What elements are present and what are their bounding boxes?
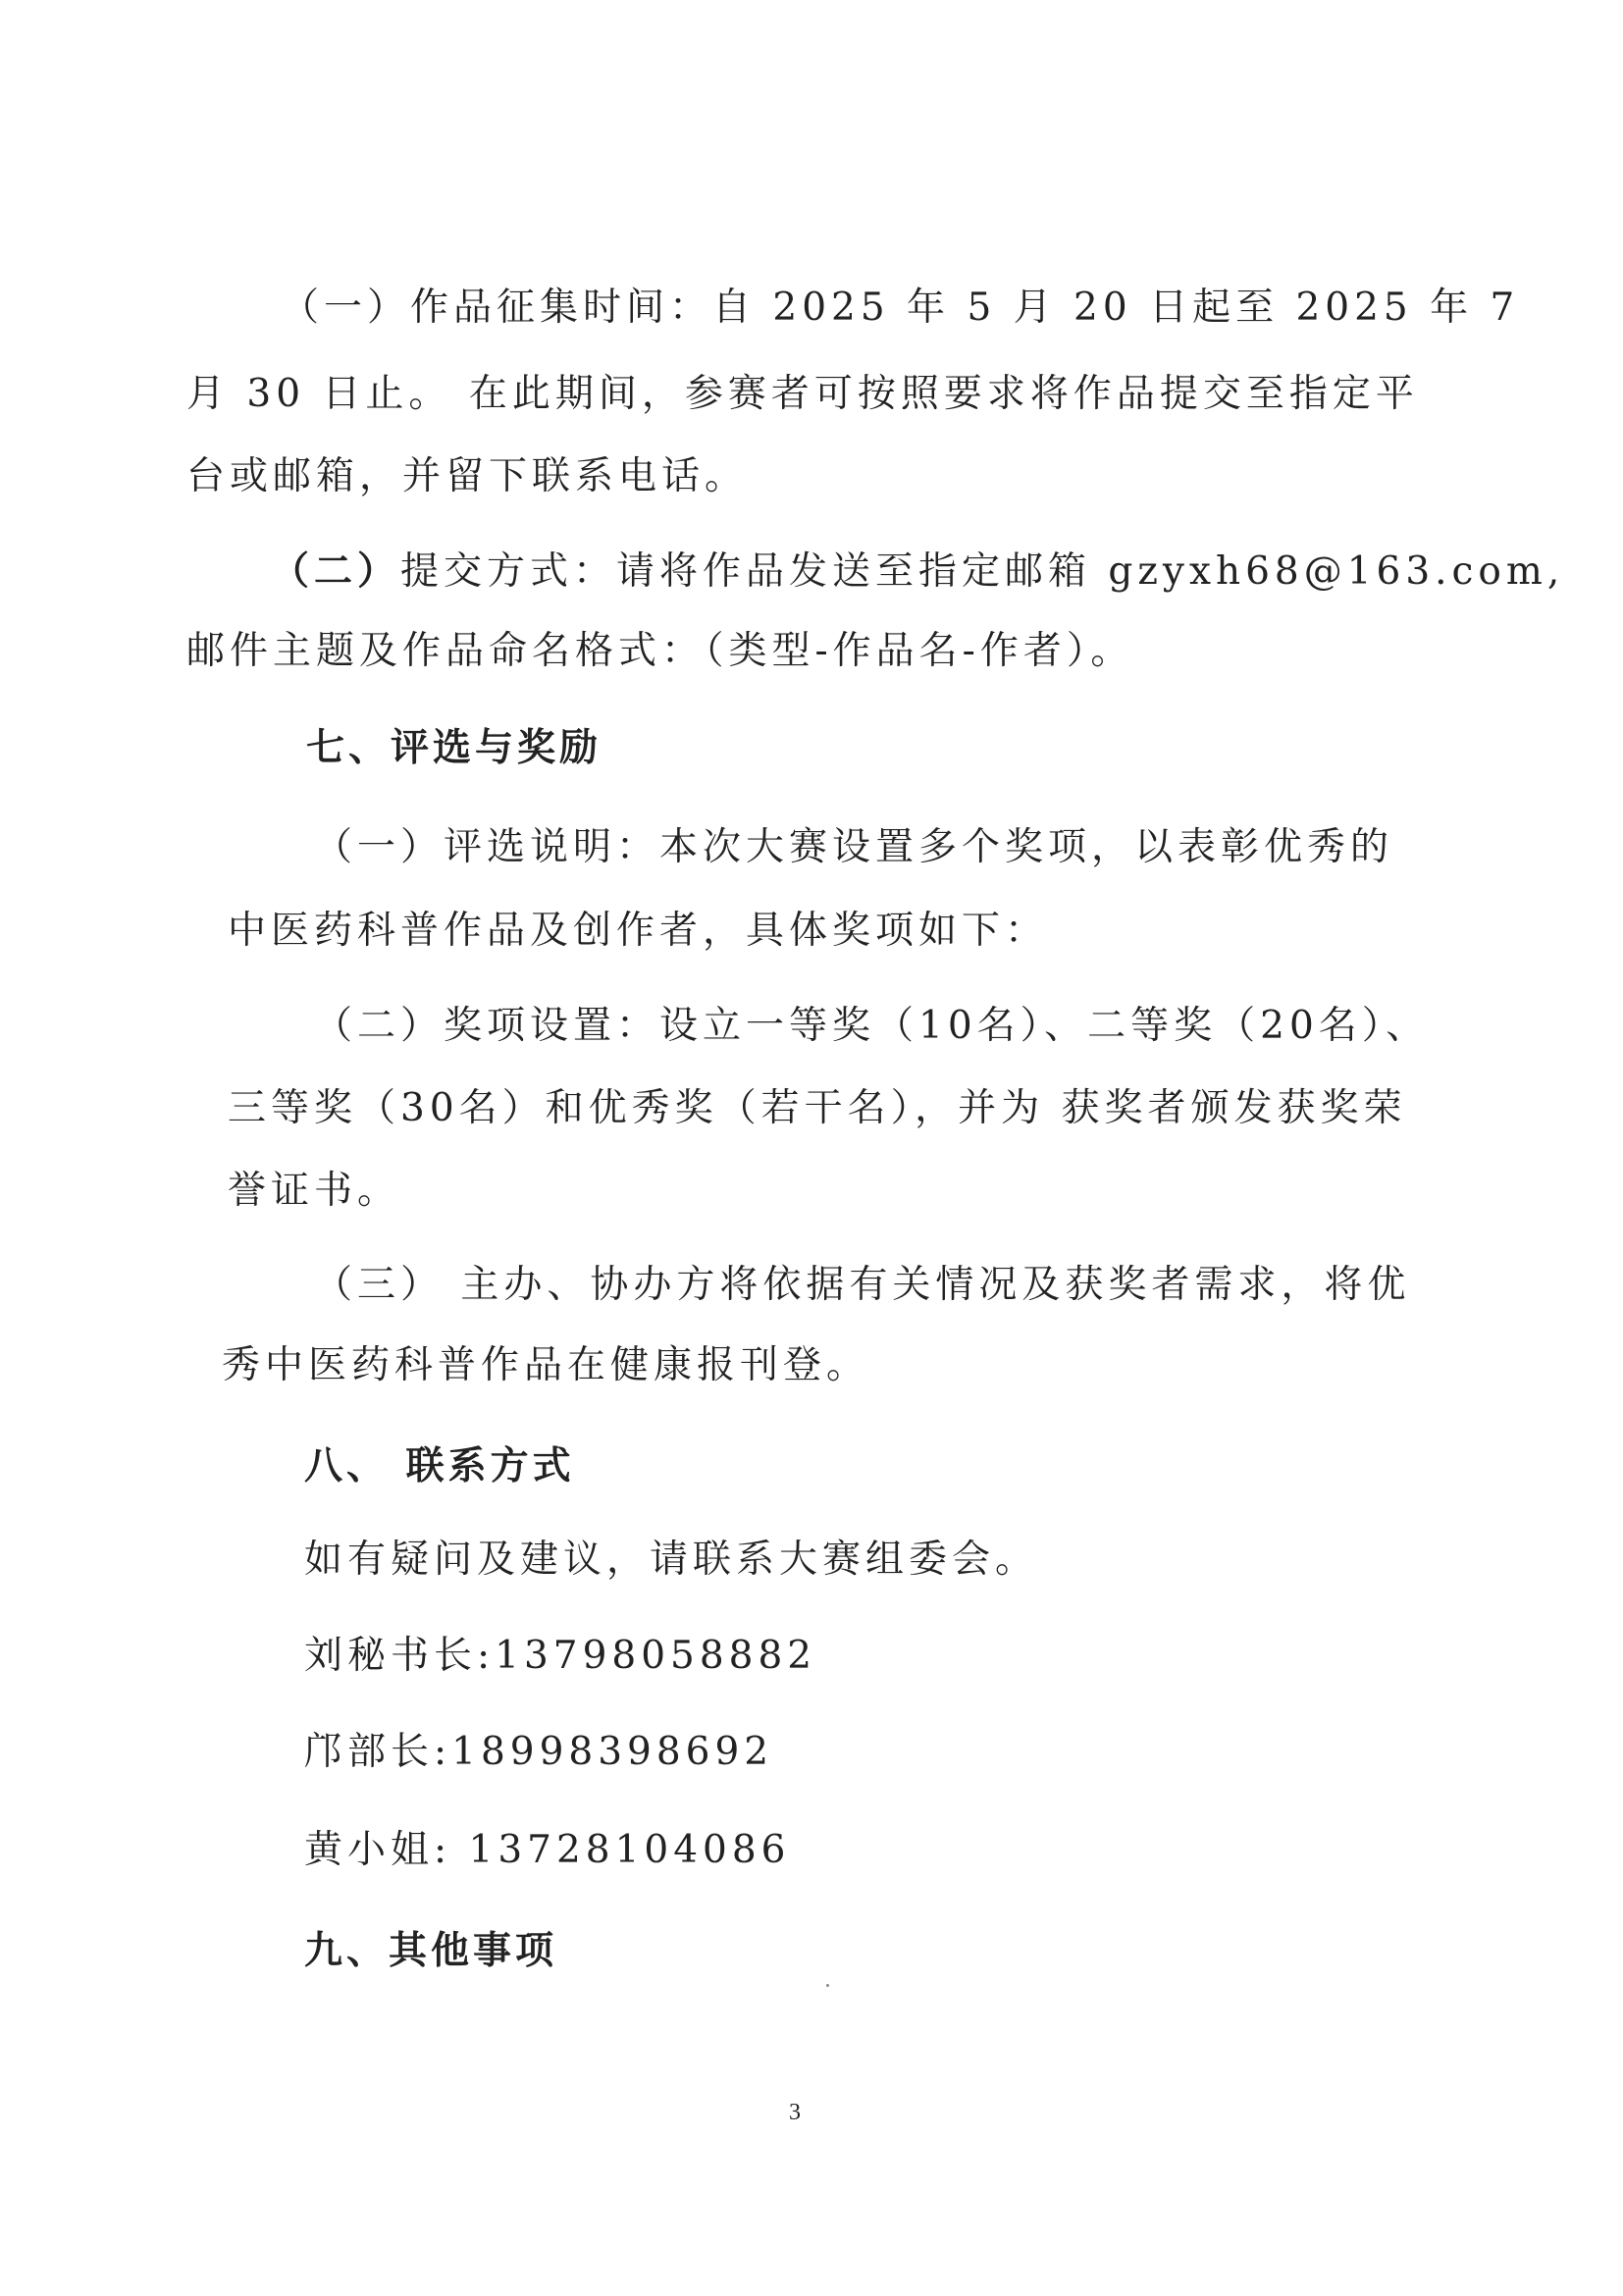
submission-method-label: （二）: [271, 548, 401, 594]
judging-description-line-1: （一）评选说明：本次大赛设置多个奖项，以表彰优秀的: [314, 825, 1394, 869]
collection-time-line-1: （一）作品征集时间：自 2025 年 5 月 20 日起至 2025 年 7: [281, 286, 1520, 330]
contact-intro: 如有疑问及建议，请联系大赛组委会。: [304, 1538, 1039, 1582]
awards-setup-line-2: 三等奖（30名）和优秀奖（若干名），并为 获奖者颁发获奖荣: [228, 1086, 1407, 1130]
submission-method-line-1: [271, 548, 1564, 596]
section-8-heading: 八、 联系方式: [304, 1443, 575, 1488]
section-9-heading: 九、其他事项: [304, 1928, 558, 1973]
collection-time-line-2: 月 30 日止。 在此期间，参赛者可按照要求将作品提交至指定平: [186, 372, 1419, 416]
awards-setup-line-3: 誉证书。: [228, 1169, 401, 1213]
contact-huang: 黄小姐: 13728104086: [304, 1828, 791, 1872]
collection-time-line-3: 台或邮箱，并留下联系电话。: [186, 454, 749, 498]
contact-kuang: 邝部长:18998398692: [304, 1730, 774, 1774]
judging-description-line-2: 中医药科普作品及创作者，具体奖项如下：: [228, 909, 1049, 953]
scan-speck: [826, 1984, 829, 1987]
submission-method-text: 提交方式：请将作品发送至指定邮箱 gzyxh68@163.com,: [400, 549, 1565, 594]
publication-line-1: （三） 主办、协办方将依据有关情况及获奖者需求，将优: [314, 1263, 1411, 1307]
section-7-heading: 七、评选与奖励: [306, 725, 602, 770]
contact-liu: 刘秘书长:13798058882: [304, 1634, 817, 1678]
awards-setup-line-1: （二）奖项设置：设立一等奖（10名）、二等奖（20名）、: [314, 1004, 1430, 1048]
publication-line-2: 秀中医药科普作品在健康报刊登。: [222, 1343, 870, 1387]
submission-method-line-2: 邮件主题及作品命名格式：（类型-作品名-作者）。: [186, 629, 1134, 673]
page-number: 3: [789, 2100, 801, 2125]
